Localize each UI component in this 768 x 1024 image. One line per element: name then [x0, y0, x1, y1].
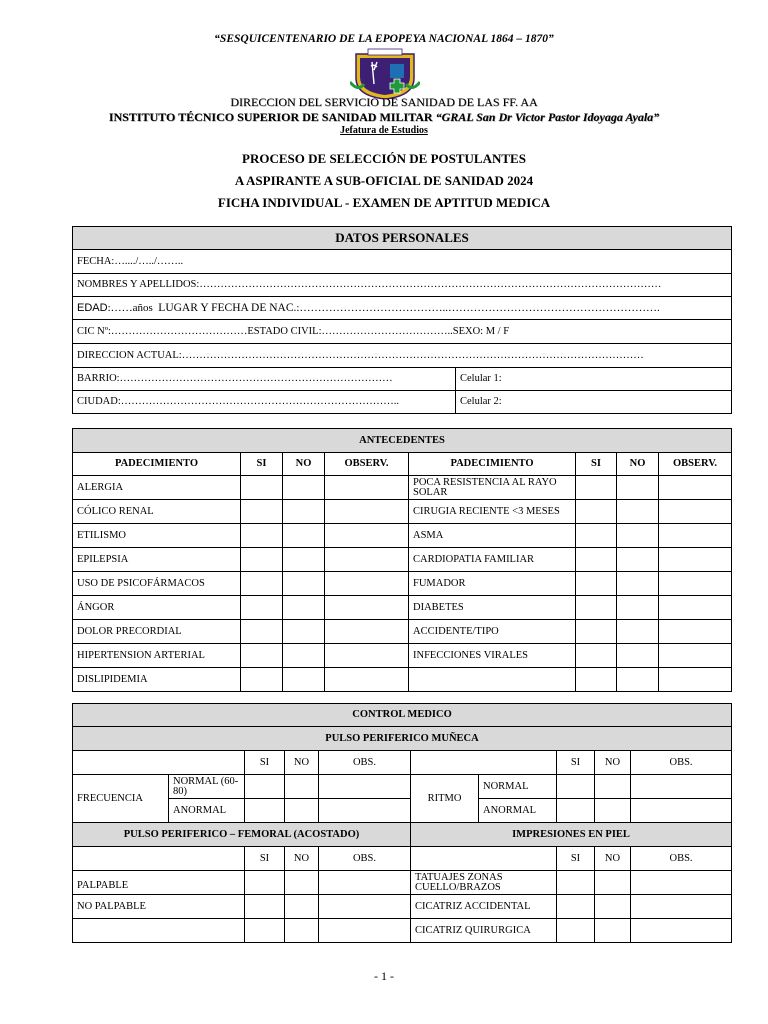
no-header-femoral: NO [285, 847, 319, 871]
padecimiento-right-label: ASMA [409, 524, 576, 548]
padecimiento-right-si[interactable] [576, 476, 617, 500]
padecimiento-right-label: POCA RESISTENCIA AL RAYO SOLAR [409, 476, 576, 500]
padecimiento-left-label: ALERGIA [73, 476, 241, 500]
padecimiento-right-no[interactable] [617, 572, 659, 596]
padecimiento-left-no[interactable] [283, 548, 325, 572]
padecimiento-left-si[interactable] [241, 572, 283, 596]
col-observ-right: OBSERV. [659, 453, 732, 476]
frecuencia-normal-obs[interactable] [319, 775, 411, 799]
padecimiento-right-no[interactable] [617, 524, 659, 548]
edad-label: EDAD [77, 302, 108, 314]
padecimiento-right-si[interactable] [576, 572, 617, 596]
institute-crest-logo [350, 48, 420, 100]
table-row [73, 572, 732, 596]
padecimiento-right-label: CARDIOPATIA FAMILIAR [409, 548, 576, 572]
si-header-muneca-right: SI [557, 751, 595, 775]
org-institute-name: INSTITUTO TÉCNICO SUPERIOR DE SANIDAD MILITAR [108, 110, 436, 124]
padecimiento-right-si[interactable] [576, 548, 617, 572]
org-institute-patron: “GRAL San Dr Victor Pastor Idoyaga Ayala” [435, 110, 660, 124]
cicatriz-quirurgica-si[interactable] [557, 919, 595, 943]
padecimiento-right-label: ACCIDENTE/TIPO [409, 620, 576, 644]
blank-header-cell [73, 751, 245, 775]
no-palpable-no[interactable] [285, 895, 319, 919]
celular2-field[interactable]: Celular 2: [456, 391, 732, 414]
padecimiento-left-si[interactable] [241, 524, 283, 548]
org-institute [0, 110, 768, 125]
padecimiento-left-si[interactable] [241, 500, 283, 524]
col-si-left: SI [241, 453, 283, 476]
ritmo-anormal-no[interactable] [595, 799, 631, 823]
si-header-piel: SI [557, 847, 595, 871]
frecuencia-label: FRECUENCIA [73, 775, 169, 823]
tatuajes-label: TATUAJES ZONAS CUELLO/BRAZOS [411, 871, 557, 895]
padecimiento-right-observ[interactable] [659, 500, 732, 524]
si-header-femoral: SI [245, 847, 285, 871]
padecimiento-right-no[interactable] [617, 500, 659, 524]
padecimiento-left-label: CÓLICO RENAL [73, 500, 241, 524]
impresiones-piel-heading: IMPRESIONES EN PIEL [411, 823, 732, 847]
cicatriz-quirurgica-no[interactable] [595, 919, 631, 943]
cicatriz-quirurgica-obs[interactable] [631, 919, 732, 943]
padecimiento-right-no[interactable] [617, 596, 659, 620]
blank-femoral-header [73, 847, 245, 871]
title-process: PROCESO DE SELECCIÓN DE POSTULANTES [242, 151, 526, 166]
col-padecimiento-left: PADECIMIENTO [73, 453, 241, 476]
padecimiento-left-label: DISLIPIDEMIA [73, 668, 241, 692]
frecuencia-normal-si[interactable] [245, 775, 285, 799]
ritmo-anormal-obs[interactable] [631, 799, 732, 823]
page-number: - 1 - [374, 969, 394, 983]
padecimiento-right-observ[interactable] [659, 548, 732, 572]
padecimiento-left-no[interactable] [283, 596, 325, 620]
ritmo-anormal-label: ANORMAL [479, 799, 557, 823]
padecimiento-right-observ[interactable] [659, 596, 732, 620]
padecimiento-right-si[interactable] [576, 500, 617, 524]
no-header-muneca-left: NO [285, 751, 319, 775]
blank-femoral-si[interactable] [245, 919, 285, 943]
obs-header-piel: OBS. [631, 847, 732, 871]
table-row [73, 644, 732, 668]
padecimiento-left-si[interactable] [241, 620, 283, 644]
padecimiento-left-si[interactable] [241, 596, 283, 620]
fecha-field[interactable]: FECHA:…..../…../…….. [73, 250, 732, 274]
padecimiento-right-no[interactable] [617, 476, 659, 500]
padecimiento-left-label: USO DE PSICOFÁRMACOS [73, 572, 241, 596]
padecimiento-left-no[interactable] [283, 572, 325, 596]
padecimiento-left-si[interactable] [241, 644, 283, 668]
tatuajes-si[interactable] [557, 871, 595, 895]
cicatriz-accidental-no[interactable] [595, 895, 631, 919]
celular1-field[interactable]: Celular 1: [456, 368, 732, 391]
no-palpable-obs[interactable] [319, 895, 411, 919]
padecimiento-left-no[interactable] [283, 500, 325, 524]
col-no-right: NO [617, 453, 659, 476]
padecimiento-left-label: EPILEPSIA [73, 548, 241, 572]
padecimiento-right-label: FUMADOR [409, 572, 576, 596]
table-row [73, 476, 732, 500]
obs-header-femoral: OBS. [319, 847, 411, 871]
padecimiento-left-label: HIPERTENSION ARTERIAL [73, 644, 241, 668]
antecedentes-table [72, 428, 732, 692]
blank-header-cell-right [411, 751, 557, 775]
padecimiento-right-observ[interactable] [659, 476, 732, 500]
cicatriz-accidental-label: CICATRIZ ACCIDENTAL [411, 895, 557, 919]
padecimiento-left-no[interactable] [283, 524, 325, 548]
control-medico-heading: CONTROL MEDICO [73, 704, 732, 727]
org-department: Jefatura de Estudios [340, 125, 428, 136]
si-header-muneca-left: SI [245, 751, 285, 775]
personal-data-heading: DATOS PERSONALES [73, 227, 732, 250]
palpable-obs[interactable] [319, 871, 411, 895]
blank-femoral-obs[interactable] [319, 919, 411, 943]
padecimiento-left-no[interactable] [283, 476, 325, 500]
ritmo-anormal-si[interactable] [557, 799, 595, 823]
blank-femoral-row[interactable] [73, 919, 245, 943]
padecimiento-right-no[interactable] [617, 548, 659, 572]
padecimiento-left-observ[interactable] [325, 644, 409, 668]
personal-data-table [72, 226, 732, 414]
padecimiento-right-label: DIABETES [409, 596, 576, 620]
no-palpable-si[interactable] [245, 895, 285, 919]
padecimiento-left-observ[interactable] [325, 572, 409, 596]
cicatriz-accidental-si[interactable] [557, 895, 595, 919]
palpable-no[interactable] [285, 871, 319, 895]
frecuencia-normal-label: NORMAL (60-80) [169, 775, 245, 799]
padecimiento-right-label: CIRUGIA RECIENTE <3 MESES [409, 500, 576, 524]
table-row [73, 668, 732, 692]
padecimiento-left-observ[interactable] [325, 596, 409, 620]
padecimiento-left-label: DOLOR PRECORDIAL [73, 620, 241, 644]
padecimiento-left-si[interactable] [241, 668, 283, 692]
antecedentes-heading: ANTECEDENTES [73, 429, 732, 453]
padecimiento-right-label: INFECCIONES VIRALES [409, 644, 576, 668]
padecimiento-left-observ[interactable] [325, 500, 409, 524]
padecimiento-left-si[interactable] [241, 548, 283, 572]
frecuencia-anormal-obs[interactable] [319, 799, 411, 823]
cicatriz-quirurgica-label: CICATRIZ QUIRURGICA [411, 919, 557, 943]
edad-dots: :……años [107, 302, 153, 314]
padecimiento-right-label [409, 668, 576, 692]
padecimiento-right-no[interactable] [617, 644, 659, 668]
padecimiento-left-no[interactable] [283, 668, 325, 692]
tatuajes-no[interactable] [595, 871, 631, 895]
padecimiento-left-si[interactable] [241, 476, 283, 500]
table-row [73, 500, 732, 524]
blank-piel-header [411, 847, 557, 871]
blank-femoral-no[interactable] [285, 919, 319, 943]
padecimiento-right-no[interactable] [617, 668, 659, 692]
org-directorate: DIRECCION DEL SERVICIO DE SANIDAD DE LAS FF. AA [230, 95, 538, 109]
obs-header-muneca-right: OBS. [631, 751, 732, 775]
col-si-right: SI [576, 453, 617, 476]
table-row [73, 524, 732, 548]
ritmo-label: RITMO [411, 775, 479, 823]
padecimiento-right-si[interactable] [576, 668, 617, 692]
palpable-si[interactable] [245, 871, 285, 895]
frecuencia-anormal-label: ANORMAL [169, 799, 245, 823]
padecimiento-right-observ[interactable] [659, 524, 732, 548]
barrio-field[interactable]: BARRIO:…………………………………………………………………… [73, 368, 456, 391]
table-row [73, 548, 732, 572]
cicatriz-accidental-obs[interactable] [631, 895, 732, 919]
ritmo-normal-obs[interactable] [631, 775, 732, 799]
tatuajes-obs[interactable] [631, 871, 732, 895]
col-observ-left: OBSERV. [325, 453, 409, 476]
padecimiento-left-observ[interactable] [325, 524, 409, 548]
title-aspirant: A ASPIRANTE A SUB-OFICIAL DE SANIDAD 2024 [234, 173, 534, 188]
frecuencia-anormal-si[interactable] [245, 799, 285, 823]
obs-header-muneca-left: OBS. [319, 751, 411, 775]
table-row [73, 596, 732, 620]
no-palpable-label: NO PALPABLE [73, 895, 245, 919]
padecimiento-left-observ[interactable] [325, 548, 409, 572]
col-padecimiento-right: PADECIMIENTO [409, 453, 576, 476]
lugar-dots: :…………………………………..…………………………………………………. [296, 302, 660, 314]
padecimiento-left-no[interactable] [283, 644, 325, 668]
padecimiento-right-observ[interactable] [659, 620, 732, 644]
padecimiento-left-observ[interactable] [325, 668, 409, 692]
nombres-field[interactable]: NOMBRES Y APELLIDOS:…………………………………………………………………………………………………………………… [73, 274, 732, 297]
no-header-piel: NO [595, 847, 631, 871]
no-header-muneca-right: NO [595, 751, 631, 775]
title-form: FICHA INDIVIDUAL - EXAMEN DE APTITUD MEDICA [217, 195, 551, 210]
cic-estado-sexo-field[interactable]: CIC Nº:…………………………………ESTADO CIVIL:………………………………..SEXO: M / F [73, 320, 732, 344]
padecimiento-right-no[interactable] [617, 620, 659, 644]
table-row [73, 620, 732, 644]
padecimiento-right-si[interactable] [576, 644, 617, 668]
padecimiento-right-si[interactable] [576, 524, 617, 548]
motto-line: “SESQUICENTENARIO DE LA EPOPEYA NACIONAL 1864 – 1870” [214, 33, 554, 45]
antecedentes-column-headers [73, 453, 732, 476]
palpable-label: PALPABLE [73, 871, 245, 895]
padecimiento-right-observ[interactable] [659, 644, 732, 668]
padecimiento-right-observ[interactable] [659, 572, 732, 596]
padecimiento-right-observ[interactable] [659, 668, 732, 692]
ritmo-normal-label: NORMAL [479, 775, 557, 799]
padecimiento-right-si[interactable] [576, 620, 617, 644]
frecuencia-anormal-no[interactable] [285, 799, 319, 823]
control-medico-table [72, 703, 732, 943]
frecuencia-normal-no[interactable] [285, 775, 319, 799]
ciudad-field[interactable]: CIUDAD:…………………………………………………………………….. [73, 391, 456, 414]
padecimiento-left-no[interactable] [283, 620, 325, 644]
padecimiento-left-label: ÁNGOR [73, 596, 241, 620]
ritmo-normal-no[interactable] [595, 775, 631, 799]
col-no-left: NO [283, 453, 325, 476]
pulso-femoral-heading: PULSO PERIFERICO – FEMORAL (ACOSTADO) [73, 823, 411, 847]
lugar-label: LUGAR Y FECHA DE NAC. [158, 302, 297, 314]
antecedentes-rows [73, 476, 732, 692]
ritmo-normal-si[interactable] [557, 775, 595, 799]
edad-lugar-field[interactable] [73, 297, 732, 320]
padecimiento-left-observ[interactable] [325, 476, 409, 500]
direccion-field[interactable]: DIRECCION ACTUAL:…………………………………………………………………………………………………………………… [73, 344, 732, 368]
padecimiento-left-label: ETILISMO [73, 524, 241, 548]
padecimiento-right-si[interactable] [576, 596, 617, 620]
padecimiento-left-observ[interactable] [325, 620, 409, 644]
pulso-muneca-heading: PULSO PERIFERICO MUÑECA [73, 727, 732, 751]
